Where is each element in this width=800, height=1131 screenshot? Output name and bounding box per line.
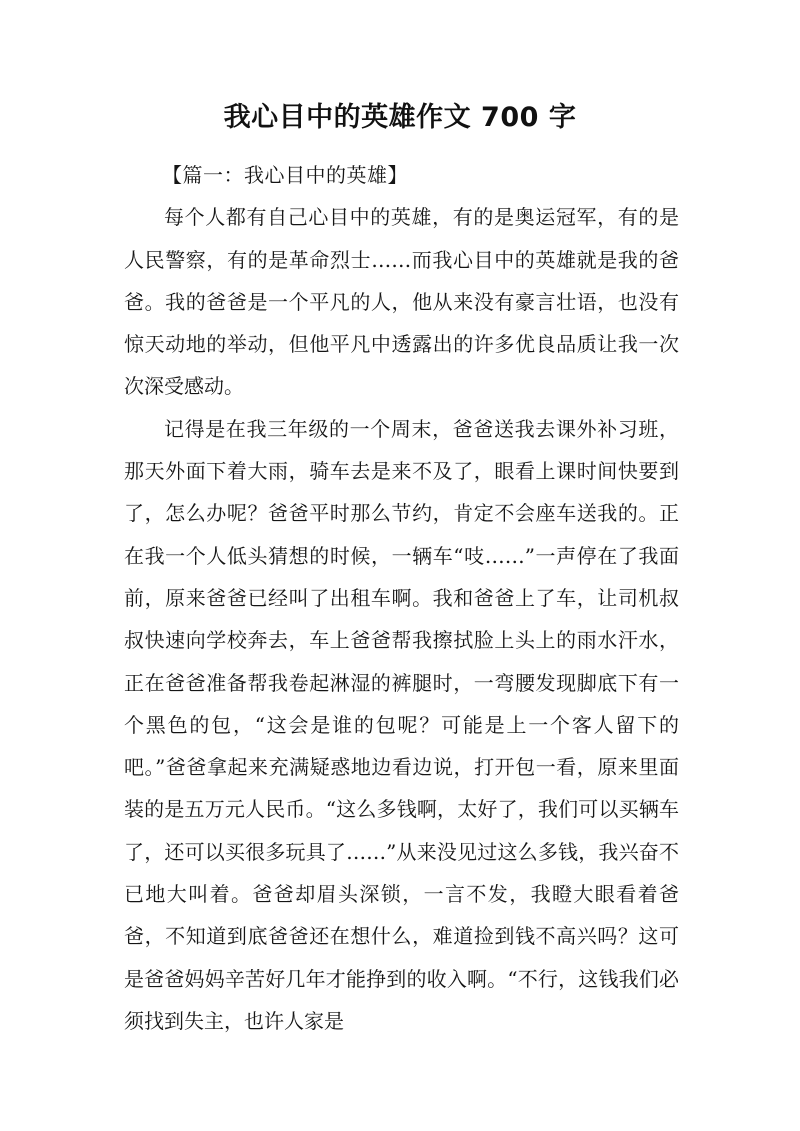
document-title: 我心目中的英雄作文 700 字	[223, 102, 577, 133]
paragraph-2: 记得是在我三年级的一个周末，爸爸送我去课外补习班，那天外面下着大雨，骑车去是来不及了，眼看上课时间快要到了，怎么办呢？爸爸平时那么节约，肯定不会座车送我的。正在我一个人低头猜想的时候，一辆车“吱……”一声停在了我面前，原来爸爸已经叫了出租车啊。我和爸爸上了车，让司机叔叔快速向学校奔去，车上爸爸帮我擦拭脸上头上的雨水汗水，正在爸爸准备帮我卷起淋湿的裤腿时，一弯腰发现脚底下有一个黑色的包，“这会是谁的包呢？可能是上一个客人留下的吧。”爸爸拿起来充满疑惑地边看边说，打开包一看，原来里面装的是五万元人民币。“这么多钱啊，太好了，我们可以买辆车了，还可以买很多玩具了……”从来没见过这么多钱，我兴奋不已地大叫着。爸爸却眉头深锁，一言不发，我瞪大眼看着爸爸，不知道到底爸爸还在想什么，难道捡到钱不高兴吗？这可是爸爸妈妈辛苦好几年才能挣到的收入啊。“不行，这钱我们必须找到失主，也许人家是	[124, 416, 679, 1033]
section-heading: 【篇一：我心目中的英雄】	[162, 163, 408, 187]
paragraph-1: 每个人都有自己心目中的英雄，有的是奥运冠军，有的是人民警察，有的是革命烈士……而我心目中的英雄就是我的爸爸。我的爸爸是一个平凡的人，他从来没有豪言壮语，也没有惊天动地的举动，但他平凡中透露出的许多优良品质让我一次次深受感动。	[124, 205, 679, 399]
document-body	[124, 154, 679, 1042]
